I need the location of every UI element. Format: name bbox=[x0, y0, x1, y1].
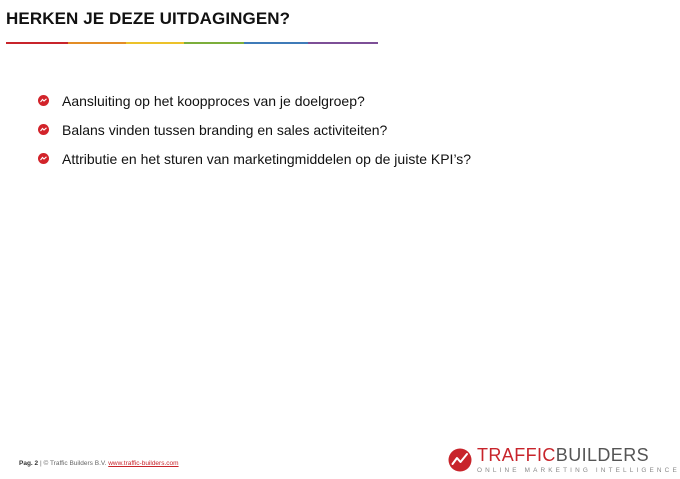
logo-word-builders: BUILDERS bbox=[555, 445, 650, 465]
logo-wordmark bbox=[477, 446, 680, 464]
divider-segment-green bbox=[184, 42, 244, 44]
logo-text bbox=[477, 446, 680, 474]
trafficbuilders-logo bbox=[448, 446, 680, 474]
footer bbox=[19, 460, 179, 467]
footer-separator: | bbox=[38, 460, 44, 467]
divider-segment-purple bbox=[308, 42, 378, 44]
bullet-list bbox=[38, 86, 471, 173]
divider-segment-orange bbox=[68, 42, 126, 44]
divider-segment-red bbox=[6, 42, 68, 44]
bullet-text: Attributie en het sturen van marketingmiddelen op de juiste KPI’s? bbox=[62, 150, 472, 167]
bullet-trend-icon bbox=[38, 95, 49, 106]
list-item bbox=[38, 115, 471, 144]
divider-segment-blue bbox=[244, 42, 308, 44]
divider-segment-yellow bbox=[126, 42, 184, 44]
title-divider bbox=[6, 42, 378, 44]
list-item bbox=[38, 144, 471, 173]
slide-title: HERKEN JE DEZE UITDAGINGEN? bbox=[6, 9, 291, 28]
list-item bbox=[38, 86, 471, 115]
page-number: Pag. 2 bbox=[19, 460, 39, 467]
logo-tagline: ONLINE MARKETING INTELLIGENCE bbox=[477, 467, 680, 474]
bullet-trend-icon bbox=[38, 124, 49, 135]
bullet-trend-icon bbox=[38, 153, 49, 164]
bullet-text: Aansluiting op het koopproces van je doelgroep? bbox=[62, 92, 365, 109]
logo-word-traffic: TRAFFIC bbox=[477, 445, 556, 465]
website-link[interactable]: www.traffic-builders.com bbox=[108, 460, 179, 467]
footer-copyright: © Traffic Builders B.V. bbox=[43, 460, 109, 467]
trafficbuilders-logo-icon bbox=[448, 448, 472, 472]
bullet-text: Balans vinden tussen branding en sales activiteiten? bbox=[62, 121, 388, 138]
